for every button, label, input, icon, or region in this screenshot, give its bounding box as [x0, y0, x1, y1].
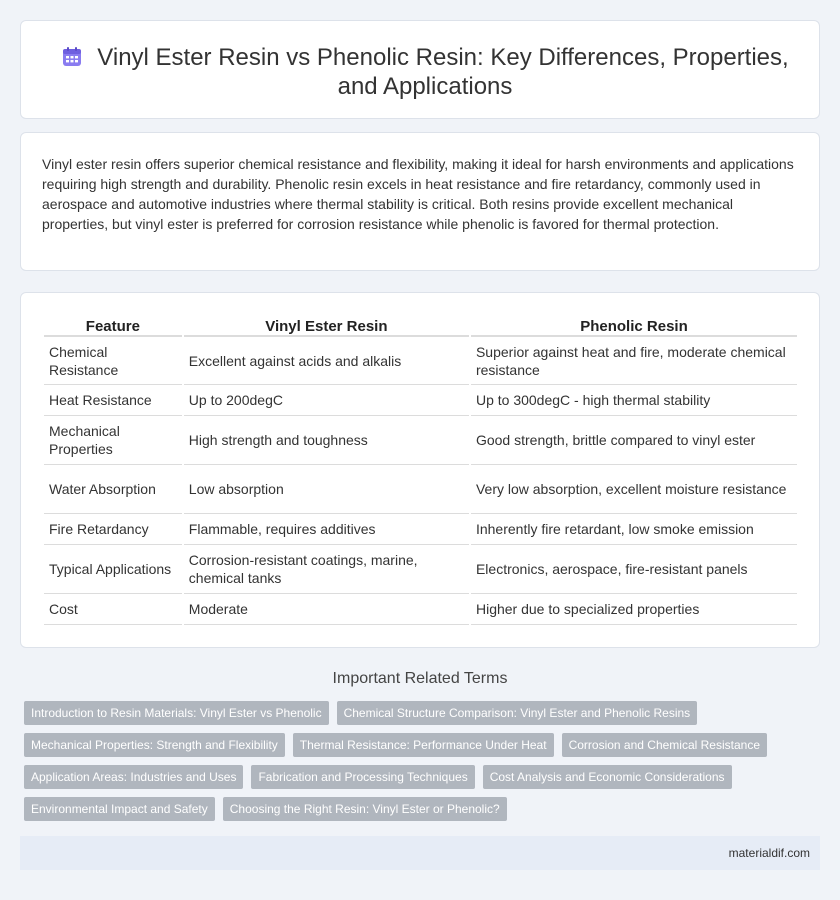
vinyl-ester-cell: Low absorption: [184, 465, 469, 514]
vinyl-ester-cell: Up to 200degC: [184, 385, 469, 416]
phenolic-cell: Electronics, aerospace, fire-resistant panels: [471, 545, 797, 594]
comparison-card: [20, 292, 820, 648]
phenolic-cell: Superior against heat and fire, moderate chemical resistance: [471, 336, 797, 385]
related-term-tag[interactable]: Cost Analysis and Economic Considerations: [483, 765, 732, 789]
related-term-tag[interactable]: Introduction to Resin Materials: Vinyl Ester vs Phenolic: [24, 701, 329, 725]
header-phenolic: Phenolic Resin: [471, 316, 797, 336]
vinyl-ester-cell: Corrosion-resistant coatings, marine, chemical tanks: [184, 545, 469, 594]
title-card: [20, 20, 820, 119]
related-terms-heading: Important Related Terms: [332, 670, 508, 687]
table-row: [44, 594, 797, 625]
related-terms-list: [24, 701, 804, 829]
related-term-tag[interactable]: Choosing the Right Resin: Vinyl Ester or Phenolic?: [223, 797, 507, 821]
feature-cell: Heat Resistance: [44, 385, 182, 416]
feature-cell: Fire Retardancy: [44, 514, 182, 545]
header-vinyl-ester: Vinyl Ester Resin: [184, 316, 469, 336]
phenolic-cell: Higher due to specialized properties: [471, 594, 797, 625]
related-term-tag[interactable]: Thermal Resistance: Performance Under Heat: [293, 733, 554, 757]
related-term-tag[interactable]: Corrosion and Chemical Resistance: [562, 733, 767, 757]
feature-cell: Typical Applications: [44, 545, 182, 594]
tag-row: [24, 765, 804, 789]
feature-cell: Chemical Resistance: [44, 336, 182, 385]
page-title: Vinyl Ester Resin vs Phenolic Resin: Key Differences, Properties, and Applications: [97, 44, 789, 100]
phenolic-cell: Very low absorption, excellent moisture resistance: [471, 465, 797, 514]
table-row: [44, 545, 797, 594]
feature-cell: Water Absorption: [44, 465, 182, 514]
related-term-tag[interactable]: Mechanical Properties: Strength and Flexibility: [24, 733, 285, 757]
feature-cell: Cost: [44, 594, 182, 625]
page-title-block: [61, 43, 789, 101]
vinyl-ester-cell: High strength and toughness: [184, 416, 469, 465]
calendar-icon: [61, 46, 83, 68]
related-term-tag[interactable]: Application Areas: Industries and Uses: [24, 765, 243, 789]
footer-site-link[interactable]: materialdif.com: [728, 846, 810, 860]
intro-card: [20, 132, 820, 271]
table-row: [44, 465, 797, 514]
comparison-table: [42, 316, 799, 625]
table-header-row: [44, 316, 797, 336]
feature-cell: Mechanical Properties: [44, 416, 182, 465]
related-term-tag[interactable]: Environmental Impact and Safety: [24, 797, 215, 821]
phenolic-cell: Up to 300degC - high thermal stability: [471, 385, 797, 416]
tag-row: [24, 701, 804, 725]
related-term-tag[interactable]: Chemical Structure Comparison: Vinyl Ester and Phenolic Resins: [337, 701, 698, 725]
table-row: [44, 416, 797, 465]
tag-row: [24, 733, 804, 757]
table-row: [44, 385, 797, 416]
tag-row: [24, 797, 804, 821]
vinyl-ester-cell: Flammable, requires additives: [184, 514, 469, 545]
phenolic-cell: Good strength, brittle compared to vinyl ester: [471, 416, 797, 465]
table-row: [44, 514, 797, 545]
footer: [20, 836, 820, 870]
phenolic-cell: Inherently fire retardant, low smoke emission: [471, 514, 797, 545]
related-term-tag[interactable]: Fabrication and Processing Techniques: [251, 765, 474, 789]
vinyl-ester-cell: Moderate: [184, 594, 469, 625]
vinyl-ester-cell: Excellent against acids and alkalis: [184, 336, 469, 385]
table-row: [44, 336, 797, 385]
intro-paragraph: Vinyl ester resin offers superior chemical resistance and flexibility, making it ideal for harsh environments and applications requiring high strength and durability. Phenolic resin excels in heat resistance and fire retardancy, commonly used in aerospace and automotive industries where thermal stability is critical. Both resins provide excellent mechanical properties, but vinyl ester is preferred for corrosion resistance while phenolic is favored for thermal protection.: [42, 156, 794, 232]
header-feature: Feature: [44, 316, 182, 336]
